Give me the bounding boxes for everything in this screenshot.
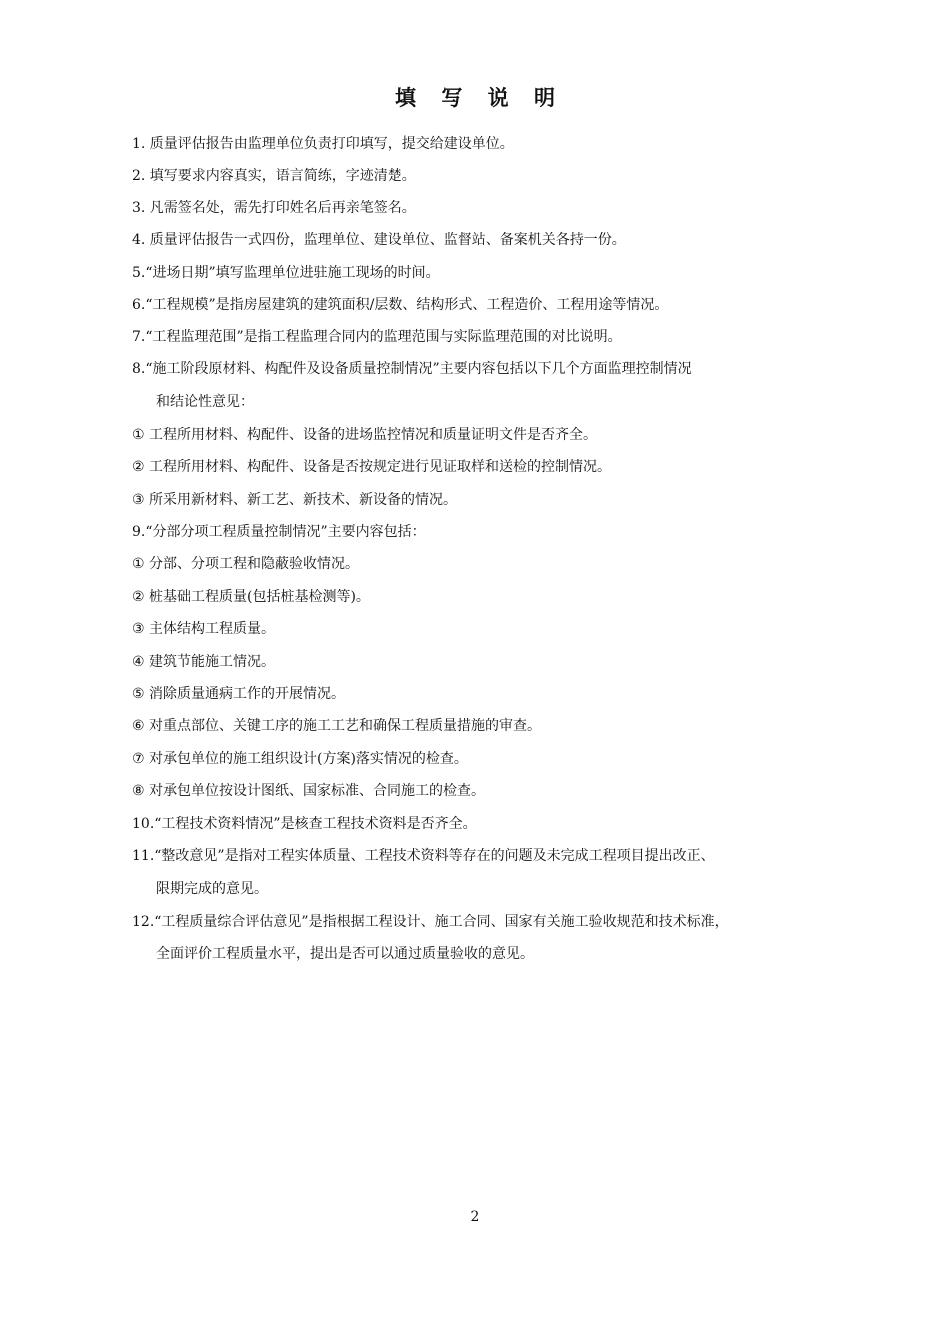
instruction-line-10	[132, 814, 477, 834]
item-number: 11.	[132, 848, 155, 864]
item-text: “工程监理范围”是指工程监理合同内的监理范围与实际监理范围的对比说明。	[145, 329, 622, 345]
item-text: 消除质量通病工作的开展情况。	[144, 686, 346, 702]
item-text: 和结论性意见：	[156, 394, 254, 410]
item-text: 填写要求内容真实，语言简练，字迹清楚。	[145, 168, 416, 184]
item-number: ③	[132, 621, 145, 637]
item-text: 工程所用材料、构配件、设备是否按规定进行见证取样和送检的控制情况。	[144, 459, 612, 475]
item-number: ⑥	[132, 718, 145, 734]
instruction-line-5	[132, 263, 440, 283]
item-text: “工程规模”是指房屋建筑的建筑面积/层数、结构形式、工程造价、工程用途等情况。	[145, 297, 669, 313]
item-text: “工程质量综合评估意见”是指根据工程设计、施工合同、国家有关施工验收规范和技术标准，	[154, 914, 729, 930]
sub-item-9-7	[132, 749, 468, 769]
sub-item-9-4	[132, 652, 275, 672]
item-number: 6.	[132, 297, 146, 313]
item-number: 4.	[132, 232, 146, 248]
item-number: 2.	[132, 168, 146, 184]
instruction-line-11-continued	[156, 879, 268, 899]
sub-item-9-3	[132, 619, 275, 639]
instruction-line-11	[132, 846, 715, 866]
item-text: 质量评估报告一式四份，监理单位、建设单位、监督站、备案机关各持一份。	[145, 232, 626, 248]
item-text: “分部分项工程质量控制情况”主要内容包括：	[145, 524, 426, 540]
instruction-line-3	[132, 198, 416, 218]
instruction-line-8-continued	[156, 392, 254, 412]
instruction-line-1	[132, 134, 514, 154]
item-number: 7.	[132, 329, 146, 345]
instruction-line-9	[132, 522, 426, 542]
instruction-line-12-continued	[156, 944, 534, 964]
item-number: ②	[132, 589, 145, 605]
item-number: ①	[132, 556, 145, 572]
item-number: 5.	[132, 265, 146, 281]
item-number: 9.	[132, 524, 146, 540]
item-number: ①	[132, 427, 145, 443]
item-text: “施工阶段原材料、构配件及设备质量控制情况”主要内容包括以下几个方面监理控制情况	[145, 361, 692, 377]
sub-item-9-6	[132, 716, 541, 736]
item-number: 8.	[132, 361, 146, 377]
sub-item-9-5	[132, 684, 345, 704]
sub-item-9-2	[132, 587, 370, 607]
item-text: “整改意见”是指对工程实体质量、工程技术资料等存在的问题及未完成工程项目提出改正、	[154, 848, 715, 864]
item-text: 分部、分项工程和隐蔽验收情况。	[144, 556, 360, 572]
item-number: ⑤	[132, 686, 145, 702]
instruction-line-2	[132, 166, 416, 186]
instruction-line-4	[132, 230, 626, 250]
item-text: “进场日期”填写监理单位进驻施工现场的时间。	[145, 265, 440, 281]
item-number: 1.	[132, 136, 146, 152]
instruction-line-7	[132, 327, 622, 347]
item-text: 主体结构工程质量。	[144, 621, 276, 637]
item-number: 10.	[132, 816, 155, 832]
item-text: 工程所用材料、构配件、设备的进场监控情况和质量证明文件是否齐全。	[144, 427, 598, 443]
page-title: 填 写 说 明	[395, 86, 564, 110]
item-text: “工程技术资料情况”是核查工程技术资料是否齐全。	[154, 816, 477, 832]
item-text: 对承包单位的施工组织设计(方案)落实情况的检查。	[144, 751, 468, 767]
page-number: 2	[470, 1209, 480, 1225]
item-number: ⑦	[132, 751, 145, 767]
item-text: 建筑节能施工情况。	[144, 654, 276, 670]
instruction-line-12	[132, 912, 729, 932]
item-number: 12.	[132, 914, 155, 930]
item-text: 全面评价工程质量水平，提出是否可以通过质量验收的意见。	[156, 946, 534, 962]
sub-item-9-1	[132, 554, 359, 574]
item-text: 限期完成的意见。	[156, 881, 268, 897]
item-number: ③	[132, 492, 145, 508]
instruction-line-8	[132, 359, 692, 379]
item-number: 3.	[132, 200, 146, 216]
item-text: 所采用新材料、新工艺、新技术、新设备的情况。	[144, 492, 458, 508]
item-number: ②	[132, 459, 145, 475]
item-text: 对重点部位、关键工序的施工工艺和确保工程质量措施的审查。	[144, 718, 542, 734]
item-text: 桩基础工程质量(包括桩基检测等)。	[144, 589, 370, 605]
sub-item-8-3	[132, 490, 457, 510]
sub-item-9-8	[132, 781, 485, 801]
sub-item-8-1	[132, 425, 597, 445]
item-number: ⑧	[132, 783, 145, 799]
item-number: ④	[132, 654, 145, 670]
instruction-line-6	[132, 295, 668, 315]
item-text: 凡需签名处，需先打印姓名后再亲笔签名。	[145, 200, 416, 216]
item-text: 对承包单位按设计图纸、国家标准、合同施工的检查。	[144, 783, 486, 799]
item-text: 质量评估报告由监理单位负责打印填写，提交给建设单位。	[145, 136, 514, 152]
sub-item-8-2	[132, 457, 611, 477]
